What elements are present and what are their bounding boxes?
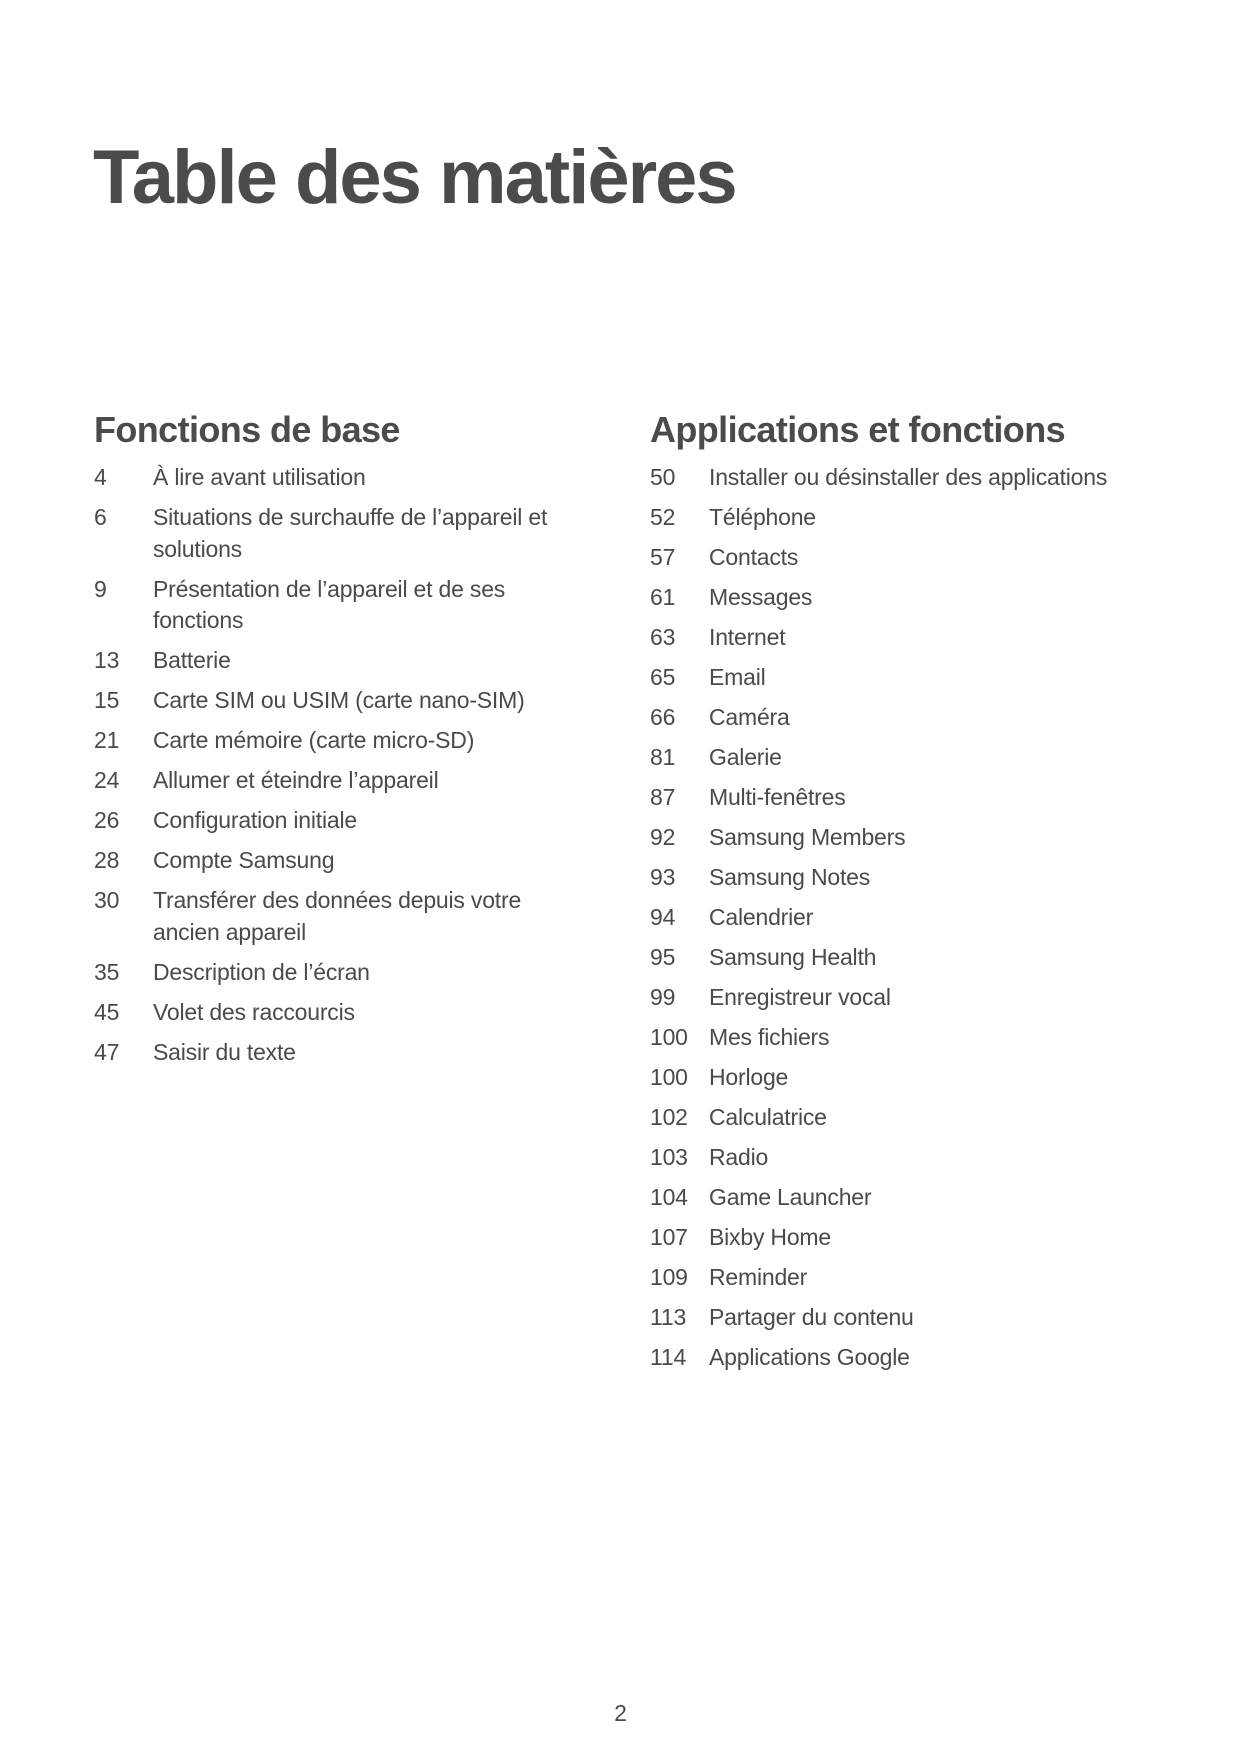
toc-entry[interactable] <box>94 997 594 1029</box>
toc-entry[interactable] <box>650 502 1210 534</box>
toc-entry[interactable] <box>94 645 594 677</box>
toc-entry-page-number: 100 <box>650 1024 688 1051</box>
toc-entry[interactable] <box>94 502 594 565</box>
toc-entry-page-number: 15 <box>94 687 120 714</box>
toc-entry[interactable] <box>94 462 594 494</box>
toc-entry-title: Enregistreur vocal <box>709 984 891 1011</box>
toc-entry-page-number: 30 <box>94 887 120 914</box>
toc-entry-page-number: 45 <box>94 998 120 1025</box>
toc-entry-title: Carte SIM ou USIM (carte nano-SIM) <box>153 687 525 714</box>
toc-entry-title: Game Launcher <box>709 1184 872 1211</box>
toc-entry-page-number: 107 <box>650 1224 688 1251</box>
toc-entry-title: Transférer des données depuis votre ancien appareil <box>153 887 522 945</box>
toc-entry[interactable] <box>650 662 1210 694</box>
toc-entry[interactable] <box>650 902 1210 934</box>
toc-entry[interactable] <box>94 1037 594 1069</box>
toc-entry-page-number: 104 <box>650 1184 688 1211</box>
toc-entry[interactable] <box>650 1302 1210 1334</box>
toc-entry-title: Téléphone <box>709 504 816 531</box>
toc-list <box>650 462 1210 1374</box>
toc-entry-title: Calculatrice <box>709 1104 827 1131</box>
toc-entry-page-number: 103 <box>650 1144 688 1171</box>
toc-entry-page-number: 95 <box>650 944 676 971</box>
toc-entry[interactable] <box>650 1342 1210 1374</box>
toc-entry-title: À lire avant utilisation <box>153 464 366 491</box>
toc-section-fonctions-de-base <box>94 408 594 1077</box>
toc-entry-page-number: 28 <box>94 847 120 874</box>
toc-list <box>94 462 594 1068</box>
toc-entry-page-number: 21 <box>94 727 120 754</box>
toc-entry-page-number: 13 <box>94 647 120 674</box>
toc-entry-page-number: 109 <box>650 1264 688 1291</box>
toc-entry-title: Configuration initiale <box>153 807 358 834</box>
toc-entry-title: Internet <box>709 624 786 651</box>
toc-entry-page-number: 47 <box>94 1038 120 1065</box>
toc-entry-title: Description de l’écran <box>153 958 370 985</box>
page-title: Table des matières <box>93 135 736 220</box>
toc-entry-page-number: 66 <box>650 704 676 731</box>
toc-entry-title: Partager du contenu <box>709 1304 914 1331</box>
toc-entry-title: Samsung Members <box>709 824 906 851</box>
toc-entry[interactable] <box>94 765 594 797</box>
toc-entry-page-number: 114 <box>650 1344 687 1371</box>
toc-entry-page-number: 65 <box>650 664 676 691</box>
toc-section-applications-et-fonctions <box>650 408 1210 1382</box>
toc-entry[interactable] <box>650 542 1210 574</box>
toc-entry-title: Radio <box>709 1144 769 1171</box>
toc-entry-page-number: 99 <box>650 984 676 1011</box>
toc-entry-page-number: 113 <box>650 1304 687 1331</box>
toc-entry[interactable] <box>94 957 594 989</box>
toc-entry-page-number: 93 <box>650 864 676 891</box>
toc-entry-title: Allumer et éteindre l’appareil <box>153 767 439 794</box>
toc-entry[interactable] <box>650 1022 1210 1054</box>
toc-entry-page-number: 87 <box>650 784 676 811</box>
toc-entry[interactable] <box>650 982 1210 1014</box>
toc-entry-title: Batterie <box>153 647 231 674</box>
toc-entry[interactable] <box>94 725 594 757</box>
toc-entry[interactable] <box>650 622 1210 654</box>
toc-entry-page-number: 26 <box>94 807 120 834</box>
toc-entry-page-number: 24 <box>94 767 120 794</box>
toc-entry-title: Calendrier <box>709 904 814 931</box>
toc-entry-title: Mes fichiers <box>709 1024 830 1051</box>
toc-entry-title: Email <box>709 664 766 691</box>
toc-entry[interactable] <box>650 1142 1210 1174</box>
toc-entry-title: Samsung Health <box>709 944 877 971</box>
toc-entry-title: Contacts <box>709 544 799 571</box>
toc-entry-page-number: 61 <box>650 584 676 611</box>
toc-entry-title: Reminder <box>709 1264 808 1291</box>
toc-entry-page-number: 94 <box>650 904 676 931</box>
toc-entry-page-number: 6 <box>94 504 107 531</box>
toc-entry-page-number: 100 <box>650 1064 688 1091</box>
toc-entry[interactable] <box>94 574 594 637</box>
toc-entry-title: Volet des raccourcis <box>153 998 355 1025</box>
toc-entry[interactable] <box>650 1102 1210 1134</box>
toc-entry[interactable] <box>94 685 594 717</box>
toc-entry[interactable] <box>94 885 594 948</box>
toc-entry-title: Carte mémoire (carte micro-SD) <box>153 727 475 754</box>
toc-entry-title: Applications Google <box>709 1344 910 1371</box>
toc-entry[interactable] <box>650 1182 1210 1214</box>
toc-entry[interactable] <box>650 942 1210 974</box>
toc-entry-page-number: 50 <box>650 464 676 491</box>
toc-entry-title: Horloge <box>709 1064 789 1091</box>
toc-entry[interactable] <box>650 782 1210 814</box>
toc-entry-title: Bixby Home <box>709 1224 831 1251</box>
toc-entry[interactable] <box>650 862 1210 894</box>
toc-entry[interactable] <box>650 822 1210 854</box>
toc-entry-page-number: 52 <box>650 504 676 531</box>
section-heading: Applications et fonctions <box>650 409 1066 450</box>
section-heading: Fonctions de base <box>94 409 400 450</box>
toc-entry-page-number: 9 <box>94 575 107 602</box>
toc-entry-title: Caméra <box>709 704 790 731</box>
toc-entry-page-number: 92 <box>650 824 676 851</box>
toc-entry-title: Présentation de l’appareil et de ses fonctions <box>153 575 506 634</box>
toc-entry-title: Galerie <box>709 744 782 771</box>
toc-entry[interactable] <box>650 742 1210 774</box>
toc-entry-page-number: 35 <box>94 958 120 985</box>
toc-entry-title: Multi-fenêtres <box>709 784 846 811</box>
toc-entry[interactable] <box>650 462 1210 494</box>
toc-entry[interactable] <box>94 845 594 877</box>
toc-entry-page-number: 63 <box>650 624 676 651</box>
toc-entry-title: Compte Samsung <box>153 847 335 874</box>
toc-entry[interactable] <box>94 805 594 837</box>
toc-entry-title: Messages <box>709 584 813 611</box>
toc-entry-title: Situations de surchauffe de l’appareil et solutions <box>153 504 548 562</box>
toc-entry-page-number: 81 <box>650 744 676 771</box>
page-number: 2 <box>614 1700 627 1726</box>
toc-entry[interactable] <box>650 1222 1210 1254</box>
toc-entry[interactable] <box>650 702 1210 734</box>
toc-entry-page-number: 57 <box>650 544 676 571</box>
toc-entry-title: Samsung Notes <box>709 864 871 891</box>
toc-entry[interactable] <box>650 1262 1210 1294</box>
toc-entry-page-number: 4 <box>94 464 107 491</box>
toc-entry[interactable] <box>650 582 1210 614</box>
toc-entry-title: Saisir du texte <box>153 1038 296 1065</box>
toc-entry[interactable] <box>650 1062 1210 1094</box>
toc-entry-title: Installer ou désinstaller des applications <box>709 464 1108 491</box>
toc-entry-page-number: 102 <box>650 1104 688 1131</box>
